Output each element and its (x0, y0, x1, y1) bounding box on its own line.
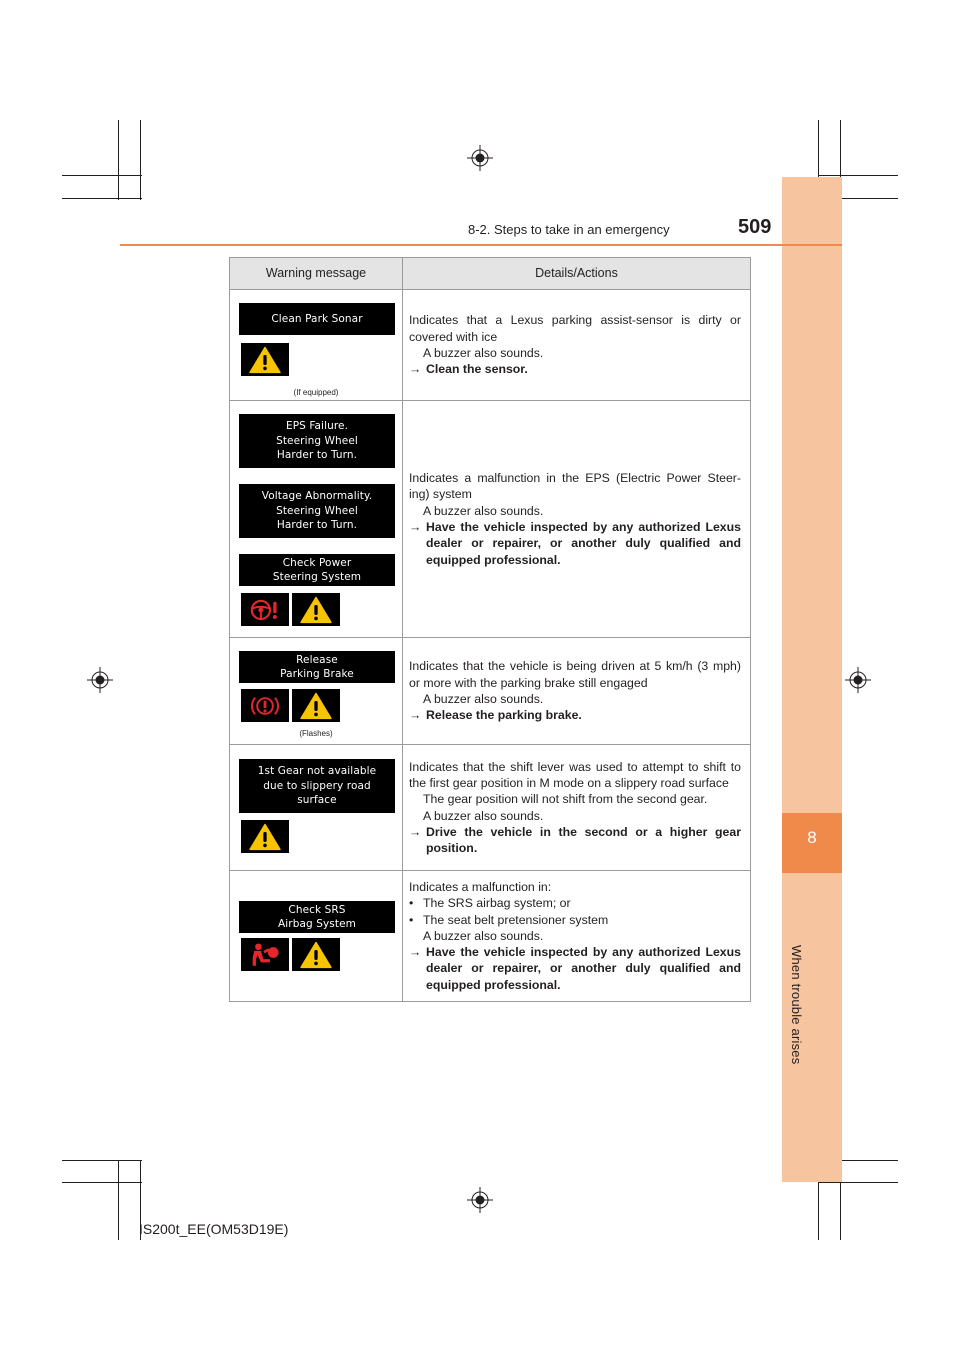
crop-mark (62, 198, 142, 199)
crop-mark (818, 1182, 898, 1183)
action (409, 944, 741, 993)
brake-warning-icon (248, 692, 282, 720)
table-row (230, 638, 751, 745)
warning-image-cell (230, 745, 403, 871)
document-code: IS200t_EE(OM53D19E) (139, 1221, 289, 1237)
details-cell (403, 290, 751, 401)
action (409, 824, 741, 857)
master-warning-icon (248, 346, 282, 374)
header-rule (120, 244, 842, 246)
action-text: Have the vehicle inspected by any authorized Lexus dealer or repairer, or another duly qualified and equipped professional. (426, 520, 741, 567)
master-warning-icon (299, 692, 333, 720)
display-message: Release Parking Brake (239, 651, 395, 683)
table-row (230, 290, 751, 401)
arrow-icon: → (409, 520, 422, 534)
crop-mark (818, 175, 898, 176)
buzzer-note: A buzzer also sounds. (423, 808, 544, 823)
display-message: 1st Gear not available due to slippery road surface (239, 759, 395, 813)
description: Indicates that the shift lever was used to attempt to shift to the first gear position in M mode on a slippery road surface (409, 759, 741, 790)
crop-mark (62, 175, 142, 176)
buzzer-note: A buzzer also sounds. (423, 346, 544, 360)
master-warning-icon (299, 941, 333, 969)
master-warning-light (241, 343, 289, 376)
srs-warning-icon (248, 941, 282, 969)
warning-message-table (229, 257, 751, 1002)
crop-mark (62, 1182, 142, 1183)
master-warning-light (292, 689, 340, 722)
description: Indicates that the vehicle is being driven at 5 km/h (3 mph) or more with the parking brake still engaged (409, 659, 741, 690)
display-message: Check SRS Airbag System (239, 901, 395, 933)
table-row (230, 745, 751, 871)
buzzer-note: A buzzer also sounds. (423, 692, 544, 706)
bullet-text: The SRS airbag system; or (423, 896, 571, 911)
display-message: EPS Failure. Steering Wheel Harder to Turn. (239, 414, 395, 468)
crop-mark (62, 1160, 142, 1161)
details-cell (403, 401, 751, 638)
crop-mark (118, 120, 119, 200)
table-row (230, 401, 751, 638)
caption: (Flashes) (299, 729, 333, 738)
master-warning-light (292, 593, 340, 626)
action-text: Release the parking brake. (426, 708, 582, 723)
bullet-icon: • (409, 912, 414, 927)
action (409, 519, 741, 568)
warning-image-cell (230, 638, 403, 745)
page-number: 509 (738, 216, 772, 238)
brake-warning-light (241, 689, 289, 722)
details-cell (403, 638, 751, 745)
srs-warning-light (241, 938, 289, 971)
action-text: Have the vehicle inspected by any authorized Lexus dealer or repairer, or another duly qualified and equipped professional. (426, 945, 741, 992)
details-cell (403, 871, 751, 1002)
display-message: Voltage Abnormality. Steering Wheel Harder to Turn. (239, 484, 395, 538)
registration-mark-icon (467, 1187, 493, 1213)
registration-mark-icon (467, 145, 493, 171)
action-text: Drive the vehicle in the second or a higher gear position. (426, 824, 741, 856)
gear-note: The gear position will not shift from the second gear. (423, 792, 708, 807)
master-warning-light (241, 820, 289, 853)
bullet-icon: • (409, 896, 414, 911)
table-header-row (230, 258, 751, 290)
power-steering-warning-light (241, 593, 289, 626)
master-warning-icon (299, 596, 333, 624)
master-warning-icon (248, 823, 282, 851)
bullet-item (409, 912, 741, 928)
description: Indicates that a Lexus parking assist-sensor is dirty or covered with ice (409, 313, 741, 344)
crop-mark (140, 120, 141, 200)
registration-mark-icon (845, 667, 871, 693)
chapter-number: 8 (807, 828, 817, 847)
description: Indicates a malfunction in: (409, 880, 552, 894)
bullet-text: The seat belt pretensioner system (423, 912, 609, 927)
display-message: Check Power Steering System (239, 554, 395, 586)
details-cell (403, 745, 751, 871)
master-warning-light (292, 938, 340, 971)
description: Indicates a malfunction in the EPS (Electric Power Steer- ing) system (409, 471, 741, 502)
section-title: 8-2. Steps to take in an emergency (468, 222, 670, 237)
warning-image-cell (230, 871, 403, 1002)
caption: (If equipped) (293, 388, 339, 397)
buzzer-note: A buzzer also sounds. (423, 503, 544, 518)
warning-image-cell (230, 290, 403, 401)
action-text: Clean the sensor. (426, 362, 528, 377)
registration-mark-icon (87, 667, 113, 693)
action (409, 361, 741, 377)
arrow-icon: → (409, 945, 422, 960)
buzzer-note: A buzzer also sounds. (423, 928, 544, 943)
arrow-icon: → (409, 708, 422, 723)
table-row (230, 871, 751, 1002)
crop-mark (118, 1160, 119, 1240)
display-message: Clean Park Sonar (239, 303, 395, 335)
action (409, 707, 741, 723)
bullet-item (409, 895, 741, 911)
power-steering-warning-icon (248, 596, 282, 624)
header-details-actions: Details/Actions (403, 258, 751, 290)
arrow-icon: → (409, 824, 422, 839)
header-warning-message: Warning message (230, 258, 403, 290)
chapter-title: When trouble arises (789, 945, 804, 1065)
arrow-icon: → (409, 362, 422, 377)
warning-image-cell (230, 401, 403, 638)
